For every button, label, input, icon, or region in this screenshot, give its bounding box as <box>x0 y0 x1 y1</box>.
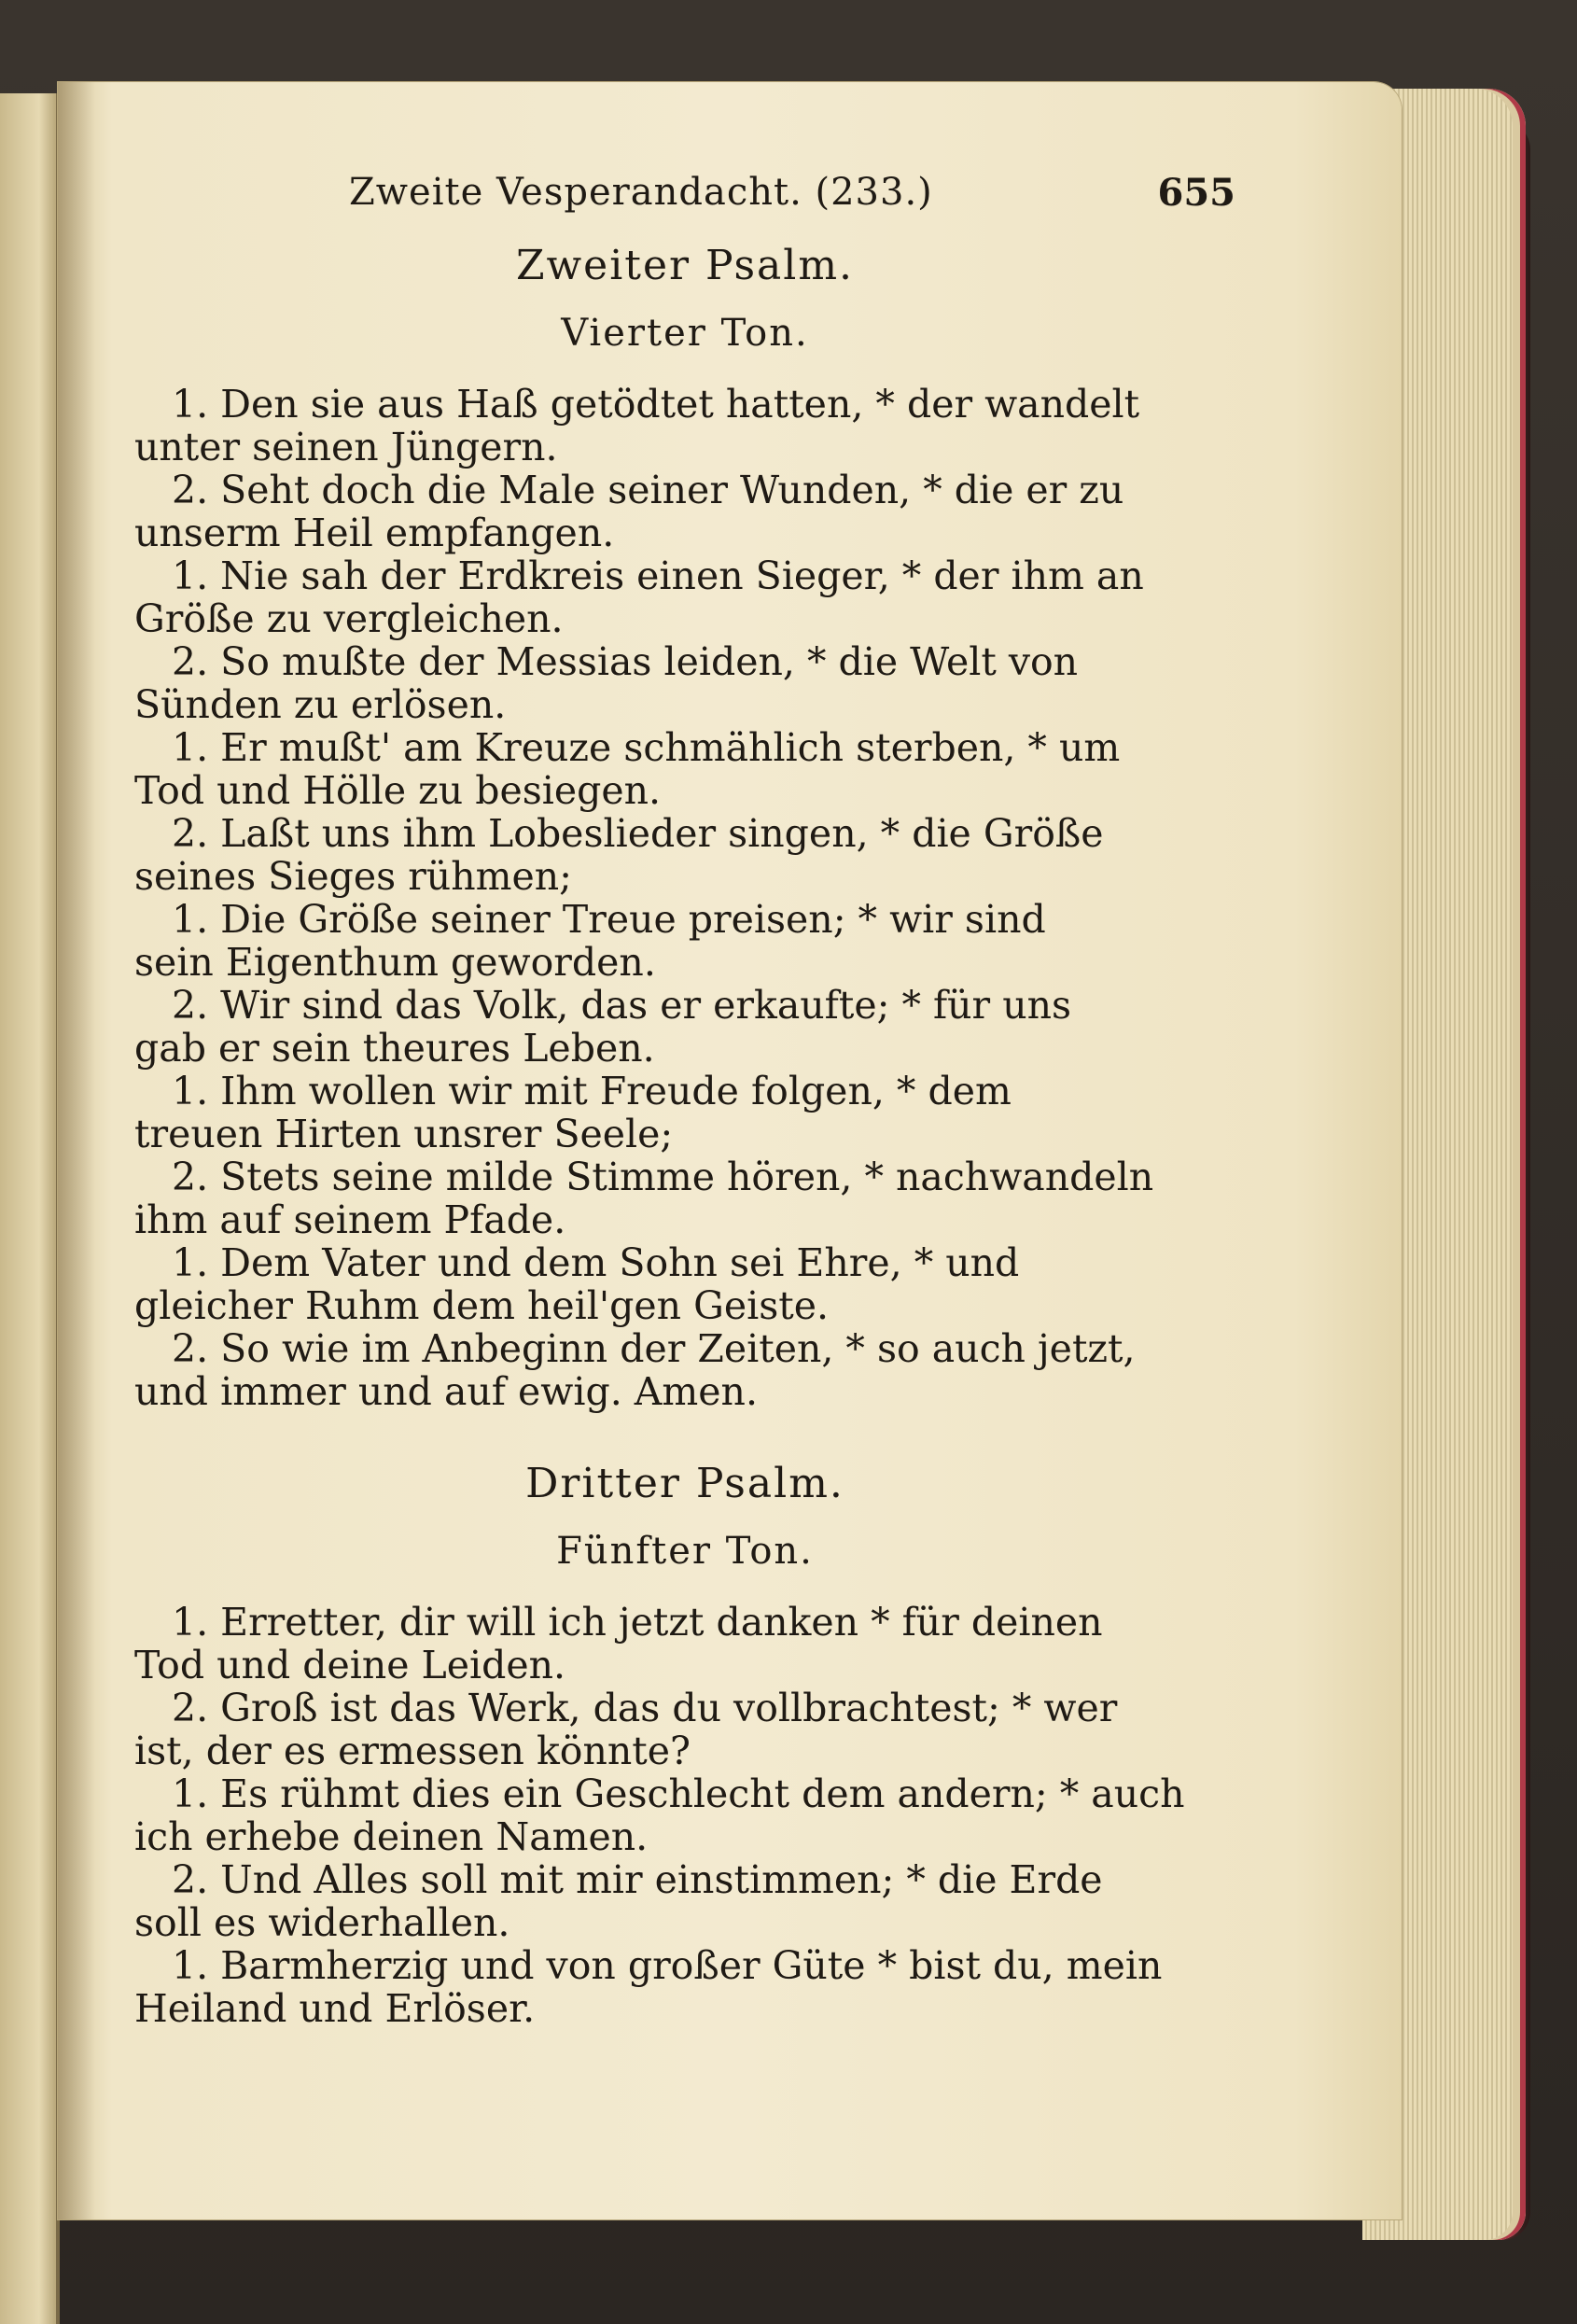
psalm-2-verses <box>134 383 1235 1413</box>
verse-line: 1. Barmherzig und von großer Güte * bist du, mein <box>172 1943 1163 1988</box>
verse <box>134 1858 1235 1944</box>
verse-line: 2. Wir sind das Volk, das er erkaufte; * für uns <box>172 983 1072 1028</box>
verse-continuation: soll es widerhallen. <box>134 1900 510 1945</box>
verse <box>134 469 1235 554</box>
verse <box>134 1772 1235 1858</box>
page-text <box>134 171 1235 2030</box>
running-title: Zweite Vesperandacht. (233.) <box>349 171 933 214</box>
psalm-2-tone: Vierter Ton. <box>561 312 809 355</box>
verse-line: 1. Nie sah der Erdkreis einen Sieger, * der ihm an <box>172 553 1144 598</box>
verse-line: 2. Groß ist das Werk, das du vollbrachtest; * wer <box>172 1686 1118 1730</box>
verse <box>134 1687 1235 1772</box>
running-header <box>134 171 1235 236</box>
verse-continuation: ihm auf seinem Pfade. <box>134 1197 566 1242</box>
verse <box>134 640 1235 726</box>
verse-line: 2. So mußte der Messias leiden, * die Welt von <box>172 639 1079 684</box>
verse-line: 1. Den sie aus Haß getödtet hatten, * der wandelt <box>172 382 1140 427</box>
verse <box>134 383 1235 469</box>
verse-line: 2. So wie im Anbeginn der Zeiten, * so auch jetzt, <box>172 1326 1136 1371</box>
book-page <box>58 82 1402 2219</box>
verse-continuation: Größe zu vergleichen. <box>134 596 564 641</box>
verse-continuation: Tod und deine Leiden. <box>134 1643 566 1687</box>
verse-line: 1. Ihm wollen wir mit Freude folgen, * dem <box>172 1069 1012 1113</box>
verse-continuation: seines Sieges rühmen; <box>134 854 572 899</box>
verse-continuation: sein Eigenthum geworden. <box>134 940 656 985</box>
verse-line: 1. Dem Vater und dem Sohn sei Ehre, * und <box>172 1240 1020 1285</box>
verse-line: 2. Seht doch die Male seiner Wunden, * die er zu <box>172 468 1124 512</box>
psalm-2-title: Zweiter Psalm. <box>515 242 855 289</box>
verse <box>134 1944 1235 2030</box>
adjacent-page-edge <box>0 93 60 2324</box>
verse-continuation: unter seinen Jüngern. <box>134 425 558 469</box>
psalm-3-title: Dritter Psalm. <box>525 1460 844 1507</box>
verse-continuation: treuen Hirten unsrer Seele; <box>134 1112 674 1156</box>
verse-line: 1. Er mußt' am Kreuze schmählich sterben, * um <box>172 725 1121 770</box>
verse-line: 1. Es rühmt dies ein Geschlecht dem andern; * auch <box>172 1771 1185 1816</box>
verse-continuation: Sünden zu erlösen. <box>134 682 507 727</box>
verse-continuation: Heiland und Erlöser. <box>134 1986 536 2031</box>
verse-continuation: ist, der es ermessen könnte? <box>134 1729 691 1773</box>
verse-continuation: gleicher Ruhm dem heil'gen Geiste. <box>134 1283 830 1328</box>
verse-continuation: ich erhebe deinen Namen. <box>134 1814 649 1859</box>
verse <box>134 1601 1235 1687</box>
verse <box>134 1241 1235 1327</box>
verse-continuation: Tod und Hölle zu besiegen. <box>134 768 662 813</box>
verse-continuation: unserm Heil empfangen. <box>134 511 615 555</box>
verse <box>134 1155 1235 1241</box>
page-number: 655 <box>1157 171 1235 215</box>
verse-line: 2. Und Alles soll mit mir einstimmen; * die Erde <box>172 1857 1103 1902</box>
psalm-3-verses <box>134 1601 1235 2030</box>
gutter-shadow <box>58 82 95 2219</box>
verse-line: 1. Erretter, dir will ich jetzt danken * für deinen <box>172 1600 1103 1645</box>
verse-line: 2. Laßt uns ihm Lobeslieder singen, * die Größe <box>172 811 1104 856</box>
verse-continuation: und immer und auf ewig. Amen. <box>134 1369 758 1414</box>
section-gap <box>134 1413 1235 1454</box>
verse-line: 2. Stets seine milde Stimme hören, * nachwandeln <box>172 1155 1154 1199</box>
verse <box>134 1070 1235 1155</box>
psalm-3-tone: Fünfter Ton. <box>556 1530 814 1573</box>
verse <box>134 812 1235 898</box>
verse <box>134 1327 1235 1413</box>
verse-continuation: gab er sein theures Leben. <box>134 1026 655 1071</box>
verse <box>134 726 1235 812</box>
verse <box>134 554 1235 640</box>
verse-line: 1. Die Größe seiner Treue preisen; * wir sind <box>172 897 1046 942</box>
verse <box>134 898 1235 984</box>
verse <box>134 984 1235 1070</box>
